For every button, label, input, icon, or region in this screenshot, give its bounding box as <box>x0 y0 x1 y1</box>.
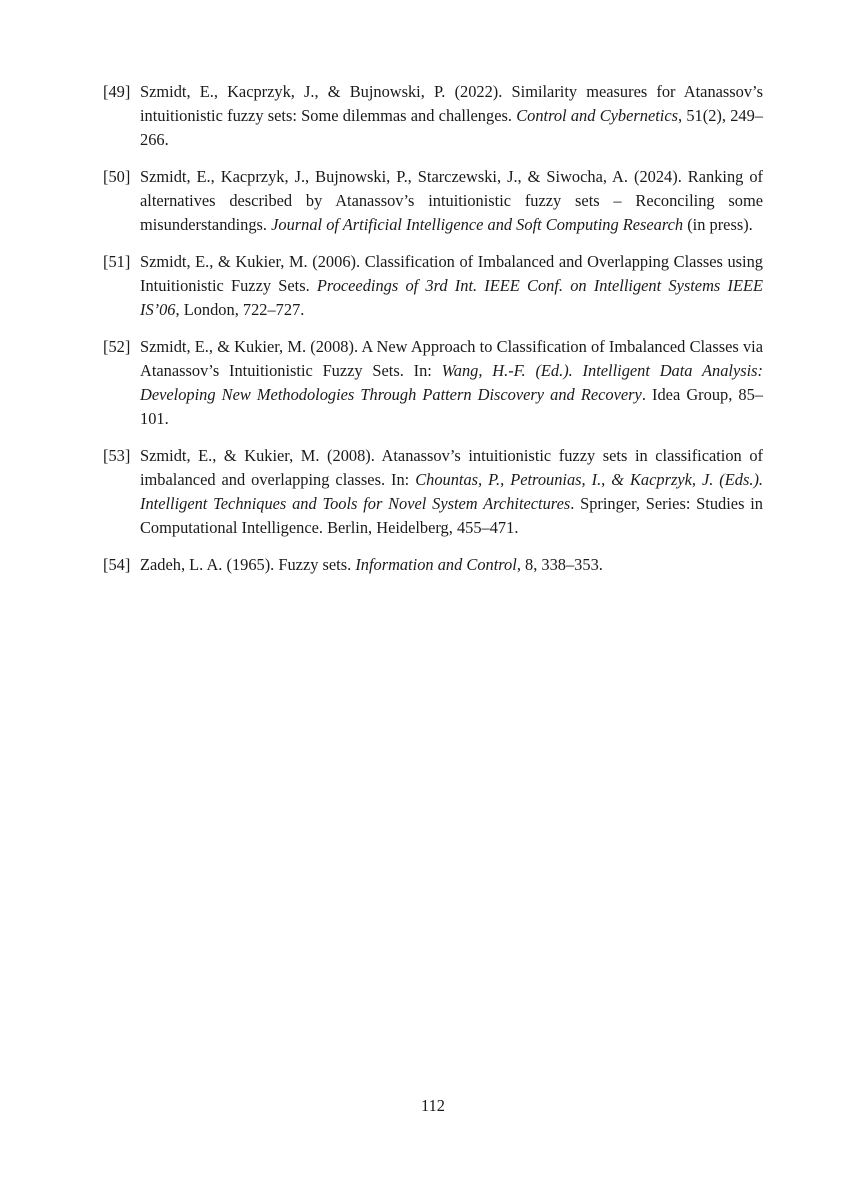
reference-number: [53] <box>103 446 131 465</box>
reference-number: [51] <box>103 252 131 271</box>
reference-item <box>103 444 763 540</box>
reference-segment: (in press). <box>683 215 753 234</box>
reference-segment: Szmidt, E., Kacprzyk, J., & Bujnowski, P. (2022). Similarity measures for Atanassov’s intuitionistic fuzzy sets: Some dilemmas and challenges. <box>140 82 763 125</box>
reference-segment-italic: Proceedings of 3rd Int. IEEE Conf. on Intelligent Systems IEEE IS’06 <box>140 276 763 319</box>
reference-text <box>140 555 603 574</box>
reference-segment-italic: Control and Cybernetics <box>516 106 678 125</box>
reference-text <box>140 337 763 428</box>
reference-segment: , 51(2), 249–266. <box>140 106 763 149</box>
reference-segment: . Idea Group, 85–101. <box>140 385 763 428</box>
reference-item <box>103 553 763 577</box>
reference-text <box>140 446 763 537</box>
reference-segment: Szmidt, E., & Kukier, M. (2008). A New Approach to Classification of Imbalanced Classes via Atanassov’s Intuitionistic Fuzzy Sets. In: <box>140 337 763 380</box>
reference-segment: Szmidt, E., Kacprzyk, J., Bujnowski, P., Starczewski, J., & Siwocha, A. (2024). Ranking of alternatives described by Atanassov’s intuitionistic fuzzy sets – Reconciling some misunderstandings. <box>140 167 763 234</box>
reference-item <box>103 250 763 322</box>
reference-text <box>140 252 763 319</box>
reference-segment: , 8, 338–353. <box>516 555 603 574</box>
reference-number: [52] <box>103 337 131 356</box>
reference-item <box>103 165 763 237</box>
reference-segment-italic: Information and Control <box>355 555 517 574</box>
reference-segment: Zadeh, L. A. (1965). Fuzzy sets. <box>140 555 356 574</box>
reference-segment: Szmidt, E., & Kukier, M. (2006). Classification of Imbalanced and Overlapping Classes using Intuitionistic Fuzzy Sets. <box>140 252 763 295</box>
reference-number: [54] <box>103 555 131 574</box>
reference-segment: Szmidt, E., & Kukier, M. (2008). Atanassov’s intuitionistic fuzzy sets in classification of imbalanced and overlapping classes. In: <box>140 446 763 489</box>
reference-segment-italic: Journal of Artificial Intelligence and Soft Computing Research <box>271 215 684 234</box>
reference-number: [49] <box>103 82 131 101</box>
reference-list <box>103 80 763 590</box>
page-number: 112 <box>421 1096 445 1115</box>
reference-text <box>140 82 763 149</box>
reference-item <box>103 80 763 152</box>
reference-segment-italic: Wang, H.-F. (Ed.). Intelligent Data Analysis: Developing New Methodologies Through Pattern Discovery and Recovery <box>140 361 763 404</box>
reference-segment: . Springer, Series: Studies in Computational Intelligence. Berlin, Heidelberg, 455–471. <box>140 494 763 537</box>
reference-segment-italic: Chountas, P., Petrounias, I., & Kacprzyk, J. (Eds.). Intelligent Techniques and Tools for Novel System Architectures <box>140 470 763 513</box>
reference-item <box>103 335 763 431</box>
reference-segment: , London, 722–727. <box>175 300 305 319</box>
reference-text <box>140 167 763 234</box>
reference-number: [50] <box>103 167 131 186</box>
